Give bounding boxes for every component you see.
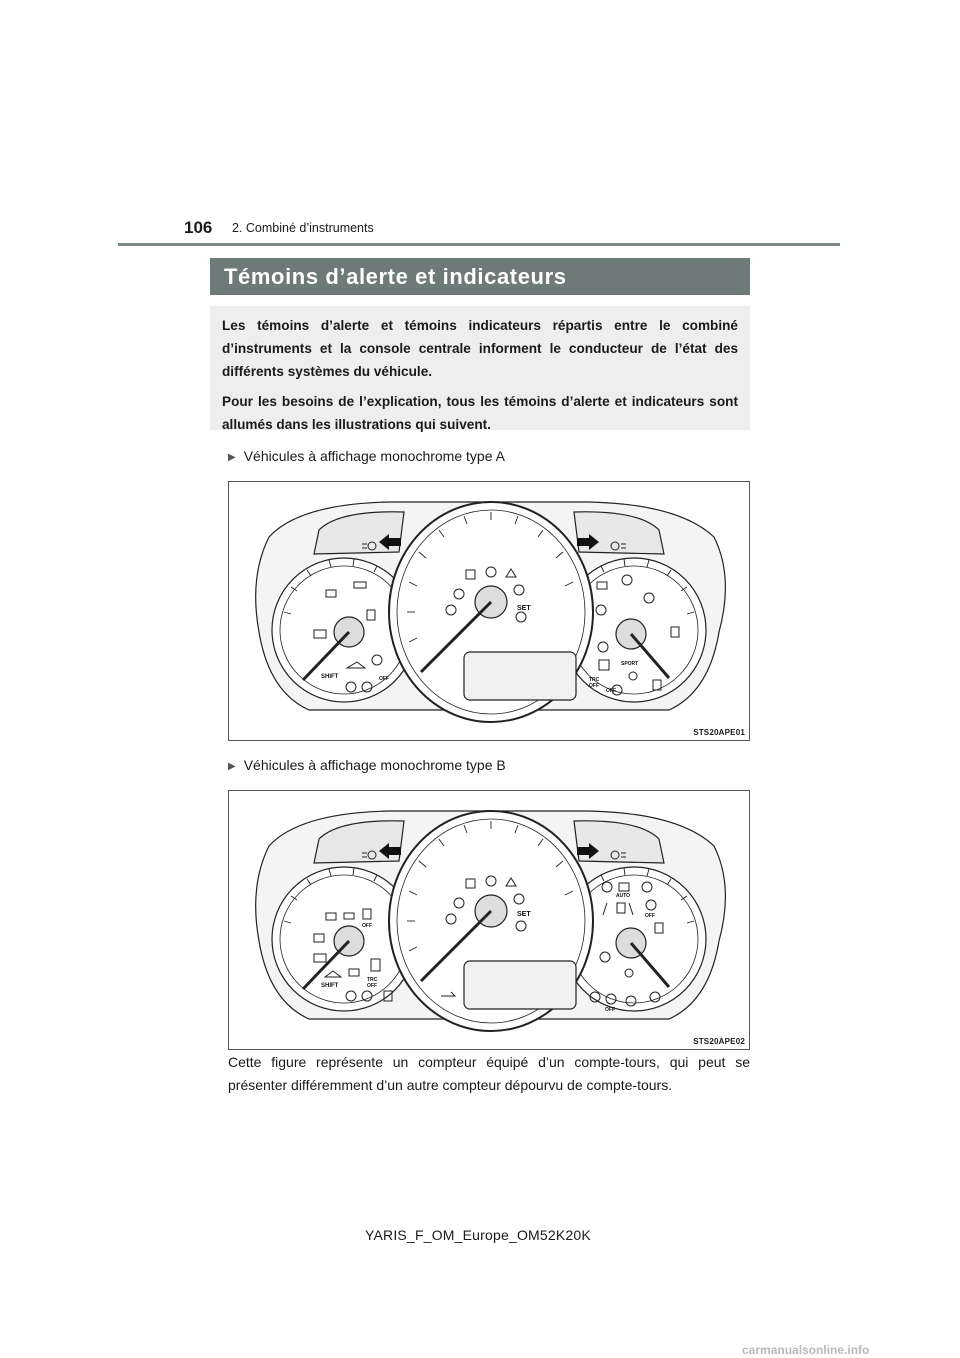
section-title: Témoins d’alerte et indicateurs	[210, 258, 750, 295]
figure-b-code: STS20APE02	[693, 1037, 745, 1046]
off2-label-a: OFF	[606, 688, 616, 694]
off2-label-b: OFF	[645, 913, 655, 919]
trc-label-a: TRC	[589, 677, 600, 683]
intro-box	[210, 306, 750, 430]
bullet-type-a-label: Véhicules à affichage monochrome type A	[243, 448, 505, 464]
triangle-bullet-icon: ▶	[228, 452, 236, 463]
watermark: carmanualsonline.info	[742, 1343, 870, 1357]
figure-caption: Cette figure représente un compteur équipé d’un compte-tours, qui peut se présenter différemment d’un autre compteur dépourvu de compte-tours.	[228, 1054, 750, 1093]
cluster-illustration-b	[229, 791, 749, 1049]
trc-off-label-a: OFF	[589, 683, 599, 689]
intro-paragraph-1: Les témoins d’alerte et témoins indicateurs répartis entre le combiné d’instruments et la console centrale informent le conducteur de l’état des différents systèmes du véhicule.	[222, 318, 738, 379]
footer-document-id: YARIS_F_OM_Europe_OM52K20K	[365, 1227, 591, 1243]
auto-label-b: AUTO	[616, 893, 631, 899]
off3-label-b: OFF	[605, 1007, 615, 1013]
figure-a-code: STS20APE01	[693, 728, 745, 737]
off-label-b: OFF	[362, 923, 372, 929]
header-rule	[118, 243, 840, 246]
bullet-type-a	[228, 448, 505, 464]
trc-off-label-b: OFF	[367, 983, 377, 989]
intro-paragraph-2: Pour les besoins de l’explication, tous les témoins d’alerte et indicateurs sont allumés dans les illustrations qui suivent.	[222, 394, 738, 432]
chapter-title: 2. Combiné d’instruments	[232, 221, 374, 235]
shift-label-b: SHIFT	[321, 983, 339, 989]
trc-label-b: TRC	[367, 977, 378, 983]
bullet-type-b	[228, 757, 506, 773]
cluster-illustration-a	[229, 482, 749, 740]
sport-label-a: SPORT	[621, 661, 639, 667]
instrument-cluster-figure-a	[228, 481, 750, 741]
instrument-cluster-figure-b	[228, 790, 750, 1050]
set-label-b: SET	[517, 911, 531, 918]
page-number: 106	[184, 218, 213, 237]
bullet-type-b-label: Véhicules à affichage monochrome type B	[243, 757, 506, 773]
triangle-bullet-icon: ▶	[228, 761, 236, 772]
off-label-a: OFF	[379, 676, 389, 682]
set-label-a: SET	[517, 605, 531, 612]
shift-label-a: SHIFT	[321, 674, 339, 680]
